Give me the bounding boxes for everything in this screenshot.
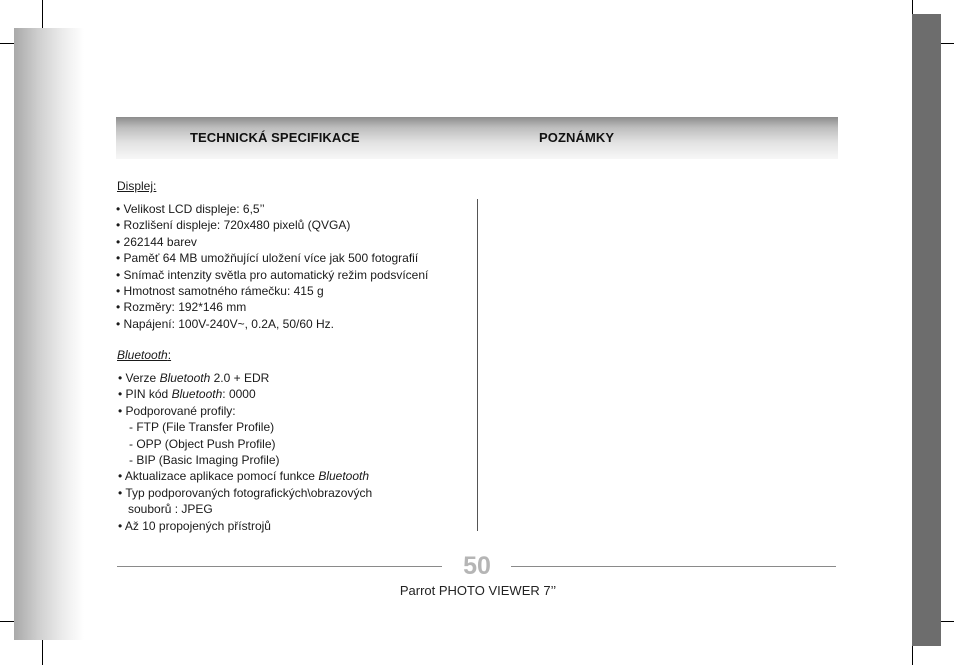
list-item: • Napájení: 100V-240V~, 0.2A, 50/60 Hz.: [116, 316, 335, 331]
bluetooth-spec-list: [118, 370, 372, 534]
page-number: 50: [463, 552, 491, 580]
bluetooth-section-label: [117, 348, 171, 362]
list-item-italic: Bluetooth: [318, 469, 370, 484]
footer-rule-left: [117, 566, 442, 567]
list-item: • Typ podporovaných fotografických\obrazových: [118, 485, 373, 500]
list-item-text: • PIN kód: [118, 387, 172, 402]
left-gradient-band: [14, 28, 84, 640]
list-item-text: 2.0 + EDR: [210, 371, 270, 385]
list-item: • Rozlišení displeje: 720x480 pixelů (QVGA): [116, 218, 351, 233]
footer-rule-right: [511, 566, 836, 567]
footer-product-name: Parrot PHOTO VIEWER 7’’: [399, 583, 557, 598]
list-item-italic: Bluetooth: [171, 387, 223, 402]
column-divider: [477, 199, 478, 531]
bluetooth-label-colon: :: [167, 348, 172, 362]
list-item-text: • Verze: [118, 371, 160, 385]
list-item-italic: Bluetooth: [159, 371, 211, 385]
bluetooth-label-text: Bluetooth: [117, 348, 168, 362]
crop-mark: [42, 0, 43, 30]
list-item-text: • Aktualizace aplikace pomocí funkce: [118, 469, 319, 484]
list-item: [118, 468, 372, 484]
list-item: • Rozměry: 192*146 mm: [116, 300, 247, 315]
spec-heading: TECHNICKÁ SPECIFIKACE: [190, 130, 360, 145]
list-item: • Až 10 propojených přístrojů: [118, 518, 271, 533]
list-subitem: - OPP (Object Push Profile): [129, 436, 276, 451]
list-item: • Paměť 64 MB umožňující uložení více jak 500 fotografií: [116, 251, 419, 266]
display-spec-list: [116, 201, 428, 332]
right-gray-band: [912, 14, 941, 646]
list-item-continuation: souborů : JPEG: [128, 502, 213, 517]
list-subitem: - FTP (File Transfer Profile): [129, 420, 275, 435]
list-item: • Velikost LCD displeje: 6,5’’: [116, 202, 265, 216]
list-item-text: : 0000: [222, 387, 256, 402]
list-item: • Podporované profily:: [118, 403, 236, 418]
list-subitem: - BIP (Basic Imaging Profile): [129, 453, 280, 468]
list-item: • 262144 barev: [116, 234, 197, 249]
section-header-bar: [116, 117, 838, 159]
display-section-label: Displej:: [117, 179, 157, 193]
list-item: [118, 370, 372, 386]
notes-heading: POZNÁMKY: [539, 130, 615, 145]
list-item: [118, 386, 372, 402]
list-item: • Snímač intenzity světla pro automatický režim podsvícení: [116, 267, 429, 282]
list-item: • Hmotnost samotného rámečku: 415 g: [116, 284, 324, 299]
